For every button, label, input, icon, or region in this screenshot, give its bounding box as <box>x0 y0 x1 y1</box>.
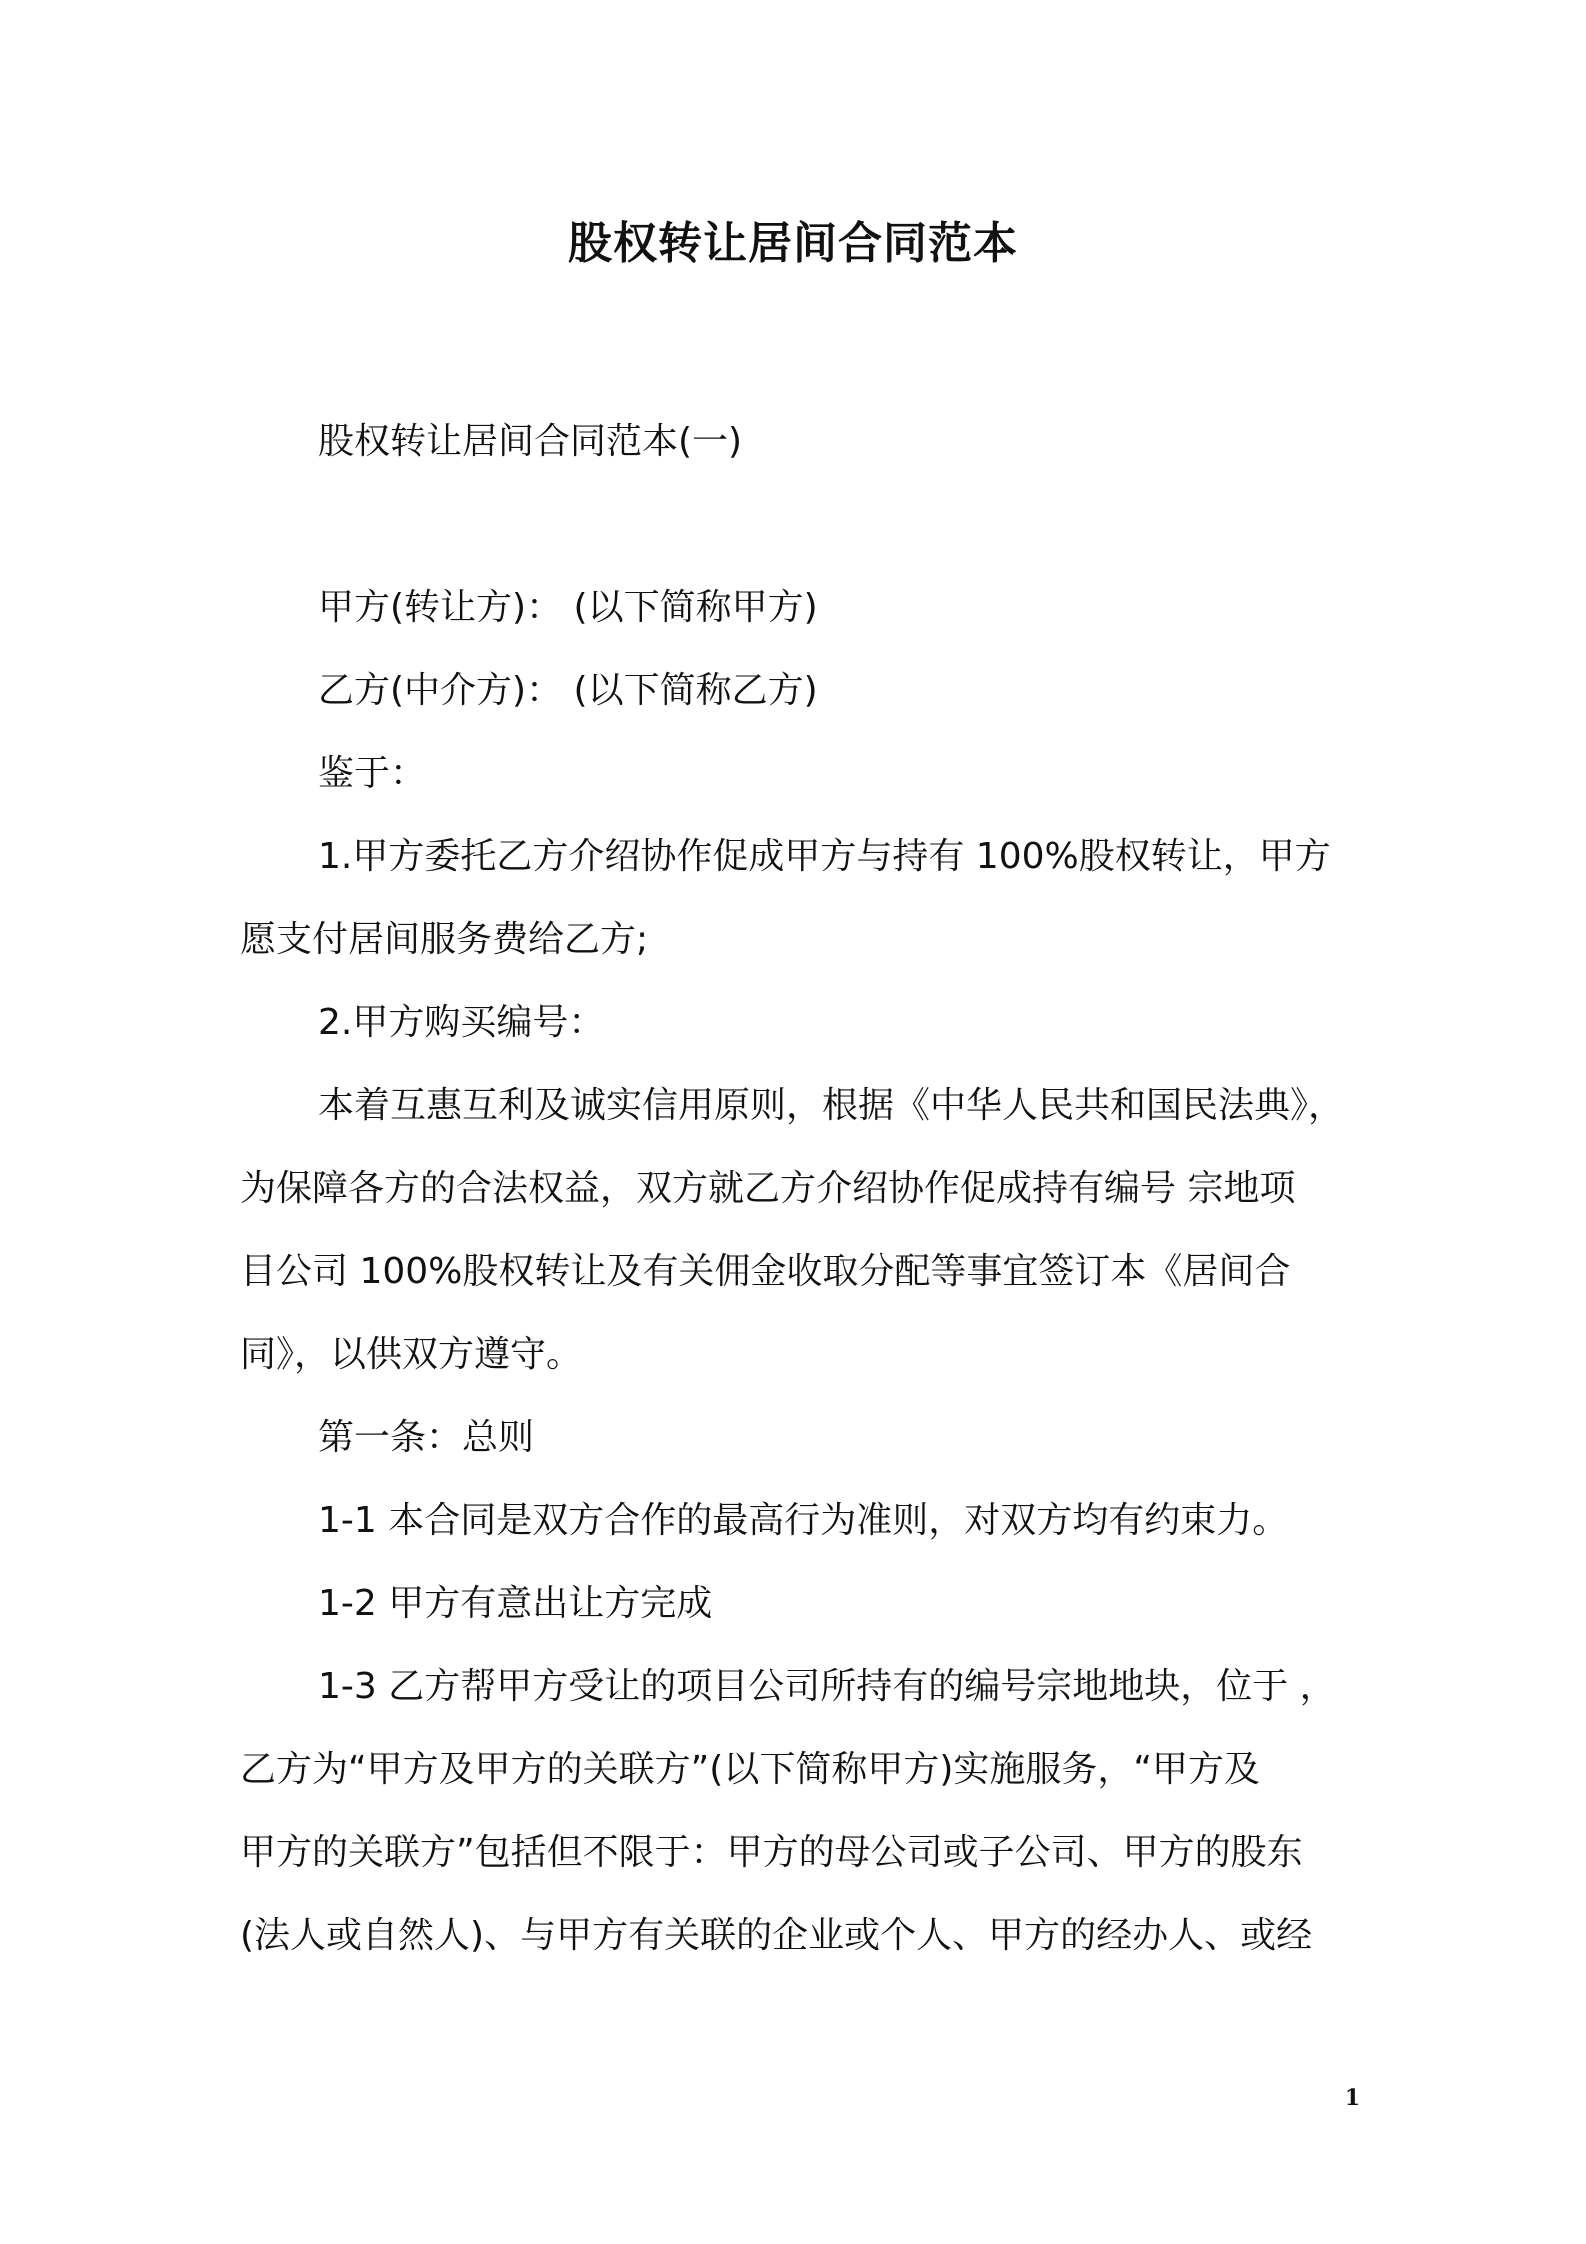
paragraph-line: 1.甲方委托乙方介绍协作促成甲方与持有 100%股权转让，甲方 <box>318 836 1331 877</box>
clause-line: 1-1 本合同是双方合作的最高行为准则，对双方均有约束力。 <box>318 1500 1289 1541</box>
paragraph-line: 本着互惠互利及诚实信用原则，根据《中华人民共和国民法典》， <box>318 1085 1345 1126</box>
paragraph-line: 2.甲方购买编号： <box>318 1002 605 1043</box>
page-number: 1 <box>1344 2085 1360 2111</box>
paragraph-line: 乙方为“甲方及甲方的关联方”(以下简称甲方)实施服务，“甲方及 <box>240 1749 1261 1790</box>
paragraph-line: (法人或自然人)、与甲方有关联的企业或个人、甲方的经办人、或经 <box>240 1915 1313 1956</box>
article-heading: 第一条：总则 <box>318 1417 535 1458</box>
clause-line: 1-3 乙方帮甲方受让的项目公司所持有的编号宗地地块，位于 ， <box>318 1666 1336 1707</box>
clause-line: 1-2 甲方有意出让方完成 <box>318 1583 713 1624</box>
paragraph-line: 为保障各方的合法权益，双方就乙方介绍协作促成持有编号 宗地项 <box>240 1168 1296 1209</box>
paragraph-line: 同》，以供双方遵守。 <box>240 1334 583 1375</box>
whereas-line: 鉴于： <box>318 753 427 794</box>
document-body <box>240 400 1360 1977</box>
party-b-line: 乙方(中介方)： (以下简称乙方) <box>318 670 818 711</box>
paragraph-line: 目公司 100%股权转让及有关佣金收取分配等事宜签订本《居间合 <box>240 1251 1291 1292</box>
paragraph-line: 甲方的关联方”包括但不限于：甲方的母公司或子公司、甲方的股东 <box>240 1832 1303 1873</box>
paragraph-line: 愿支付居间服务费给乙方; <box>240 919 649 960</box>
section-heading: 股权转让居间合同范本(一) <box>318 421 743 462</box>
document-title: 股权转让居间合同范本 <box>568 218 1018 269</box>
party-a-line: 甲方(转让方)： (以下简称甲方) <box>318 587 818 628</box>
